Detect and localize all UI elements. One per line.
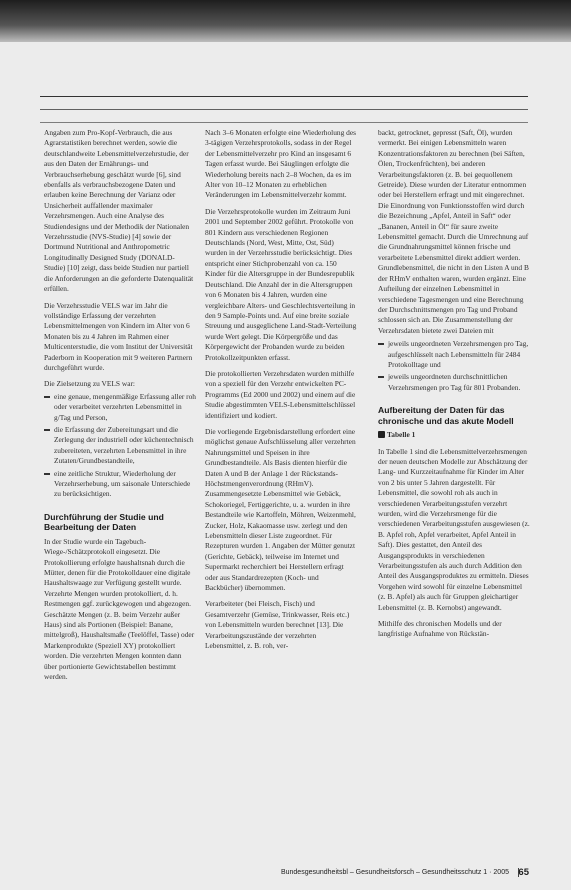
dash-bullet-icon — [44, 473, 50, 475]
paragraph: Die Verzehrsstudie VELS war im Jahr die vollständige Erfassung der verzehrten Lebensmittelmengen von Kindern im Alter von 6 Monaten bis zu 4 Jahren im Rahmen einer Multicenterstudie, die vom Institut der Universität Paderborn in Kooperation mit 9 weiteren Partnern durchgeführt wurde. — [44, 300, 193, 372]
list-item-text: jeweils ungeordneten Verzehrsmengen pro Tag, aufgeschlüsselt nach Lebensmitteln für 2484 Protokolltage und — [388, 339, 529, 369]
paragraph: In Tabelle 1 sind die Lebensmittelverzehrsmengen der neuen deutschen Modelle zur Abschätzung der Lang- und Kurzzeitaufnahme für Kinder im Alter von 2 bis unter 5 Jahren dargestellt. Für Lebensmittel, die sowohl roh als auch in verschiedenen Verarbeitungsstufen verzehrt wurden, wird die Verzehrsmenge für die verschiedenen Verarbeitungsstufen ausgewiesen (z. B. Apfel roh, Apfel verarbeitet, Apfel Anteil in Saft). Dies gestattet, den Anteil des Ausgangsprodukts in verschiedenen Verarbeitungsstufen als auch durch Addition den Anteil des Ausgangsproduktes zu ermitteln. Dieses Vorgehen wird sowohl für einzelne Lebensmittel (z. B. Apfel) als auch für Gruppen gleichartiger Lebensmittel (z. B. Kernobst) angewandt. — [378, 446, 530, 612]
list-item — [44, 392, 196, 423]
paragraph: Verarbeiteter (bei Fleisch, Fisch) und Gesamtverzehr (Gemüse, Trinkwasser, Reis etc.) von Lebensmitteln wurden berechnet [13]. Die Verarbeitungszustände der verzehrten Lebensmittel, z. B. roh, ver- — [205, 599, 350, 651]
paragraph: Die Zielsetzung zu VELS war: — [44, 379, 135, 389]
dash-bullet-icon — [378, 343, 384, 345]
paragraph: Mithilfe des chronischen Modells und der langfristige Aufnahme von Rückstän- — [378, 619, 502, 639]
header-rule — [40, 122, 528, 123]
paragraph: Die vorliegende Ergebnisdarstellung erfordert eine möglichst genaue Aufschlüsselung aller verzehrten Nahrungsmittel und Speisen in ihre Grundbestandteile. Als Basis dienten hierfür die Daten A und B der Anlage 1 der Rückstands-Höchstmengenverordnung (RHmV). Zusammengesetzte Lebensmittel wie Gebäck, Schokoriegel, Fertiggerichte, u. a. wurden in ihre Bestandteile wie Kartoffeln, Möhren, Weizenmehl, Zucker, Holz, Kakaomasse usw. zerlegt und den Lebensmitteln dieser Liste zugeordnet. Für Rezepturen wurden 1. Angaben der Mütter genutzt (Gerichte, Gebäck), teilweise im Internet und Supermarkt recherchiert bei Herstellern erfragt oder aus Standardrezepten (Koch- und Backbücher) übernommen. — [205, 426, 356, 593]
page-footer — [0, 866, 571, 880]
list-item-text: die Erfassung der Zubereitungsart und die Zerlegung der industriell oder küchentechnisch zubereiteten, verzehrten Lebensmittel in ihre Zutaten/Grundbestandteile, — [54, 424, 194, 466]
list-item — [44, 425, 196, 467]
paragraph: Die Verzehrsprotokolle wurden im Zeitraum Juni 2001 und September 2002 geführt. Protokolle von 801 Kindern aus verschiedenen Regionen Deutschlands (Nord, West, Mitte, Ost, Süd) wurden in der Verzehrsstudie berücksichtigt. Dies entspricht einer Stichprobenzahl von ca. 150 Kinder für die Altersgruppe in der Bundesrepublik Deutschland. Die Anzahl der in die Altersgruppen von 6 Monaten bis 4 Jahren, wurden eine vergleichbare Alters- und Geschlechtsverteilung in den 9 Sample-Points und. Auf eine breite soziale Streuung und ausgeglichene Land-Stadt-Verteilung wurde Wert gelegt. Die Körpergröße und das Körpergewicht der Probanden wurde zu beiden Protokollzeitpunkten erfasst. — [205, 206, 357, 362]
dash-bullet-icon — [44, 429, 50, 431]
list-item-text: eine genaue, mengenmäßige Erfassung aller roh oder verarbeitet verzehrten Lebensmittel in g/Tag und Person, — [54, 391, 197, 422]
page-number: 65 — [518, 867, 529, 878]
dash-bullet-icon — [378, 376, 384, 378]
paragraph: Angaben zum Pro-Kopf-Verbrauch, die aus Agrarstatistiken berechnet werden, sowie die deutschlandweite Lebensmittelverzehrstudie, der aus den Daten der Ernährungs- und Verbrauchserhebung geschätzt wurde [6], sind ebenfalls als verbrauchsbezogene Daten und erlauben keine Berechnung der Varianz oder Unsicherheit auffallender maximaler Verzehrsmengen. Auch eine Analyse des Studiendesigns und der Methodik der Nationalen Verzehrsstudie (NVS-Studie) [4] sowie der Dortmund Nutritional and Anthropometric Longitudinally Designed Study (DONALD-Studie) [10] zeigt, dass beide Studien nur partiell die Anforderungen an die geforderte Datenqualität erfüllen. — [44, 128, 194, 294]
right-column — [378, 128, 530, 646]
table-reference-icon — [378, 431, 385, 438]
bullet-list — [378, 339, 530, 393]
paragraph: backt, getrocknet, gepresst (Saft, Öl), wurden vermerkt. Bei einigen Lebensmitteln waren Konzentrationsfaktoren zu berechnen (bei Säften, Ölen, Trockenfrüchten), bei anderen Verarbeitungsfaktoren (z. B. bei gequollenem Getreide). Diese wurden der Literatur entnommen oder bei Herstellern erfragt und mit eingerechnet. Die Einordnung von Funktionsstoffen wird durch die Bezeichnung „Apfel, Anteil in Saft“ oder „Bananen, Anteil in Öl“ für saure zweite Lebensmittel gemacht. Durch die Umrechnung auf die Grundnahrungsmittel können frische und verarbeitete Lebensmittel direkt addiert werden. Grundlebensmittel, die nicht in den Listen A und B der RHmV enthalten waren, wurden ergänzt. Eine Aufteilung der einzelnen Lebensmittel in verschiedene Tagesmengen und eine Berechnung der Durchschnittsmengen pro Tag und Proband schlossen sich an. Die Zusammenstellung der Verzehrsdaten bietete zwei Dateien mit — [378, 128, 529, 335]
paragraph — [378, 430, 530, 440]
scan-header-shadow — [0, 0, 571, 42]
list-item — [378, 372, 530, 393]
header-rule — [40, 109, 528, 110]
paragraph: In der Studie wurde ein Tagebuch-Wiege-/Schätzprotokoll eingesetzt. Die Protokollierung erfolgte haushaltsnah durch die Mütter, denen für die Protokolldauer eine digitale Haushaltswaage zur Verfügung gestellt wurde. Verzehrte Mengen wurden protokolliert, d. h. Restmengen ggf. zurückgewogen und abgezogen. Geschätzte Mengen (z. B. beim Verzehr außer Haus) sind als Portionen (Beispiel: Banane, mittelgroß), Haushaltsmaße (Teelöffel, Tasse) oder Markenprodukte (Speziell XY) protokolliert worden. Die verzehrten Mengen konnten dann über portionierte Gewichtstabellen bestimmt werden. — [44, 536, 195, 682]
section-heading: Durchführung der Studie und Bearbeitung der Daten — [44, 511, 164, 533]
dash-bullet-icon — [44, 396, 50, 398]
header-rule — [40, 96, 528, 97]
list-item-text: jeweils ungeordneten durchschnittlichen Verzehrsmengen pro Tag für 801 Probanden. — [388, 372, 521, 392]
section-heading: Aufbereitung der Daten für das chronische und das akute Modell — [378, 405, 514, 426]
left-column — [44, 128, 196, 689]
middle-column — [205, 128, 357, 658]
list-item-text: eine zeitliche Struktur, Wiederholung der Verzehrserhebung, um saisonale Unterschiede zu berücksichtigen. — [54, 468, 191, 499]
table-reference-link[interactable]: Tabelle 1 — [387, 430, 416, 440]
list-item — [44, 469, 196, 500]
paragraph: Die protokollierten Verzehrsdaten wurden mithilfe von a speziell für den Verzehr entwickelten PC-Programms (Ed 2000 und 2002) und einem auf die Studie abgestimmten VELS-Lebensmittelschlüssel identifiziert und kodiert. — [205, 368, 356, 420]
journal-citation: Bundesgesundheitsbl – Gesundheitsforsch – Gesundheitsschutz 1 · 2005 — [280, 869, 509, 876]
list-item — [378, 339, 530, 370]
paragraph: Nach 3–6 Monaten erfolgte eine Wiederholung des 3-tägigen Verzehrsprotokolls, sodass in der Regel der Lebensmittelverzehr pro Kind an insgesamt 6 Tagen erfasst wurde. Bei Säuglingen erfolgte die Wiederholung bereits nach 2–8 Wochen, da es im Alter von 10–12 Monaten zu erheblichen Veränderungen im Lebensmittelverzehr kommt. — [205, 128, 357, 200]
bullet-list — [44, 392, 196, 500]
